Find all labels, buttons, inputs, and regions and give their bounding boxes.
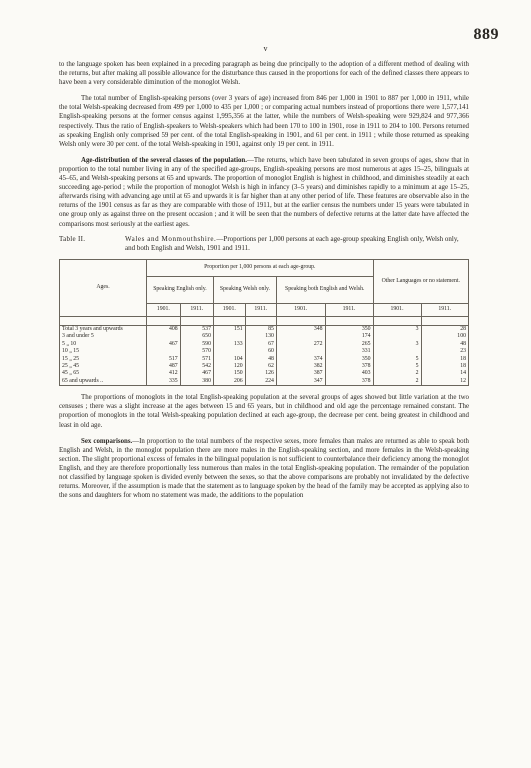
age-column: Total 3 years and upwards 3 and under 5 5 „ 10 10 „ 15 15 „ 25 25 „ 45 45 „ 65 65 and upwards .. [60,326,147,386]
header-year: 1911. [421,304,469,317]
age-distribution-text: —The returns, which have been tabulated in seven groups of ages, show that in proportion to the total number living in any of the specified age-groups, English-speaking persons are most numerous at ages 15–25, bilinguals at 45–65, and Welsh-speaking persons at 65 and upwards. The proportion of monoglot English is highest in childhood, and diminishes steadily at each succeeding age-period ; while the proportion of monoglot Welsh is high in infancy (3–5 years) and diminishes rapidly to a minimum at age 15–25, afterwards rising with advancing age until at 65 and upwards it is far higher than at any other period of life. These features are observable also in the returns of the 1901 census as far as they are comparable with those of 1911, but at the earlier census the numbers under 15 years were tabulated in one group only as against three on the present occasion ; and it will be seen that the numbers of defective returns at the latter date have affected the comparisons most seriously at the earliest ages. [59,156,469,228]
sex-comparisons-heading: Sex comparisons. [81,437,133,445]
other-1901-column: 3 3 5 5 2 2 [373,326,421,386]
header-year: 1901. [276,304,325,317]
english-1911-column: 537 650 590 570 571 542 467 380 [180,326,213,386]
header-welsh-only: Speaking Welsh only. [213,277,276,304]
english-1901-column: 408 467 517 487 412 335 [147,326,181,386]
age-distribution-heading: Age-distribution of the several classes of the population. [81,156,247,164]
both-1911-column: 350 174 265 331 350 378 403 378 [325,326,373,386]
table-caption [59,235,469,253]
header-both-languages: Speaking both English and Welsh. [276,277,373,304]
header-english-only: Speaking English only. [147,277,214,304]
both-1901-column: 348 272 374 382 387 347 [276,326,325,386]
language-proportions-table [59,259,469,386]
paragraph-english-speaking-totals: The total number of English-speaking persons (over 3 years of age) increased from 846 per 1,000 in 1901 to 887 per 1,000 in 1911, while the total Welsh-speaking decreased from 499 per 1,000 to 435 per 1,000 ; or comparing actual numbers instead of proportions there were 1,577,141 English-speaking persons at the former census against 1,995,356 at the latter, while the numbers of Welsh-speaking were 929,824 and 977,366 respectively. Thus the ratio of English-speakers to Welsh-speakers which had been 170 to 100 in 1901, rose in 1911 to 204 to 100. Persons returned as speaking English only comprised 59 per cent. of the total English-speaking in 1901, and 61 per cent. in 1911 ; while those returned as speaking Welsh only were 30 per cent. of the total Welsh-speaking in 1901, against only 19 per cent. in 1911. [59,95,469,148]
header-other-languages: Other Languages or no statement. [373,260,468,304]
header-year: 1911. [245,304,276,317]
paragraph-continuation: to the language spoken has been explained in a preceding paragraph as being due principally to the adoption of a different method of dealing with the returns, but after making all possible allowance for the disturbance thus caused in the proportions for each of the defined classes there appears to have been a very considerable diminution of the monoglot Welsh. [59,61,469,87]
welsh-1911-column: 85 130 67 60 48 62 126 224 [245,326,276,386]
page-number: 889 [473,26,499,43]
sex-comparisons-text: —In proportion to the total numbers of the respective sexes, more females than males are returned as able to speak both English and Welsh, in the monoglot population there are more males in the English-speaking section, and more females in the Welsh-speaking section. The slight proportional excess of females in the bilingual population is not sufficient to counterbalance their deficiency among the monoglot English, and they are therefore proportionally less numerous than males in the total English-speaking population. The remainder of the population not classified by language spoken is divided evenly between the sexes, so that the above comparisons are probably not invalidated by the defective returns. Moreover, if the assumption is made that the statement as to language spoken by the head of the family may be accepted as applying also to the sons and daughters for whom no statement was made, the additions to the population [59,437,469,500]
header-year: 1901. [147,304,181,317]
page-body [59,60,469,500]
other-1911-column: 28 100 48 23 18 18 14 12 [421,326,469,386]
page-roman-numeral: v [263,44,268,53]
header-year: 1911. [325,304,373,317]
table-title-region: Wales and Monmouthshire. [125,234,217,243]
paragraph-sex-comparisons [59,437,469,501]
table-label: Table II. [59,234,86,243]
header-year: 1901. [373,304,421,317]
table-title-text: —Proportions per 1,000 persons at each age-group speaking English only, Welsh only, and both English and Welsh, 1901 and 1911. [125,234,459,252]
header-proportion: Proportion per 1,000 persons at each age-group. [147,260,374,277]
header-ages: Ages. [60,260,147,317]
header-year: 1911. [180,304,213,317]
welsh-1901-column: 151 133 104 120 150 206 [213,326,245,386]
paragraph-age-distribution [59,156,469,229]
header-year: 1901. [213,304,245,317]
paragraph-monoglot-proportions: The proportions of monoglots in the total English-speaking population at the several groups of ages showed but little variation at the two censuses ; there was a slight increase at the ages between 15 and 65 years, but in childhood and old age the percentage remained constant. The proportion of monoglots in the total Welsh-speaking population declined at each age-group, the decrease per cent. being greatest in childhood and least in old age. [59,394,469,429]
